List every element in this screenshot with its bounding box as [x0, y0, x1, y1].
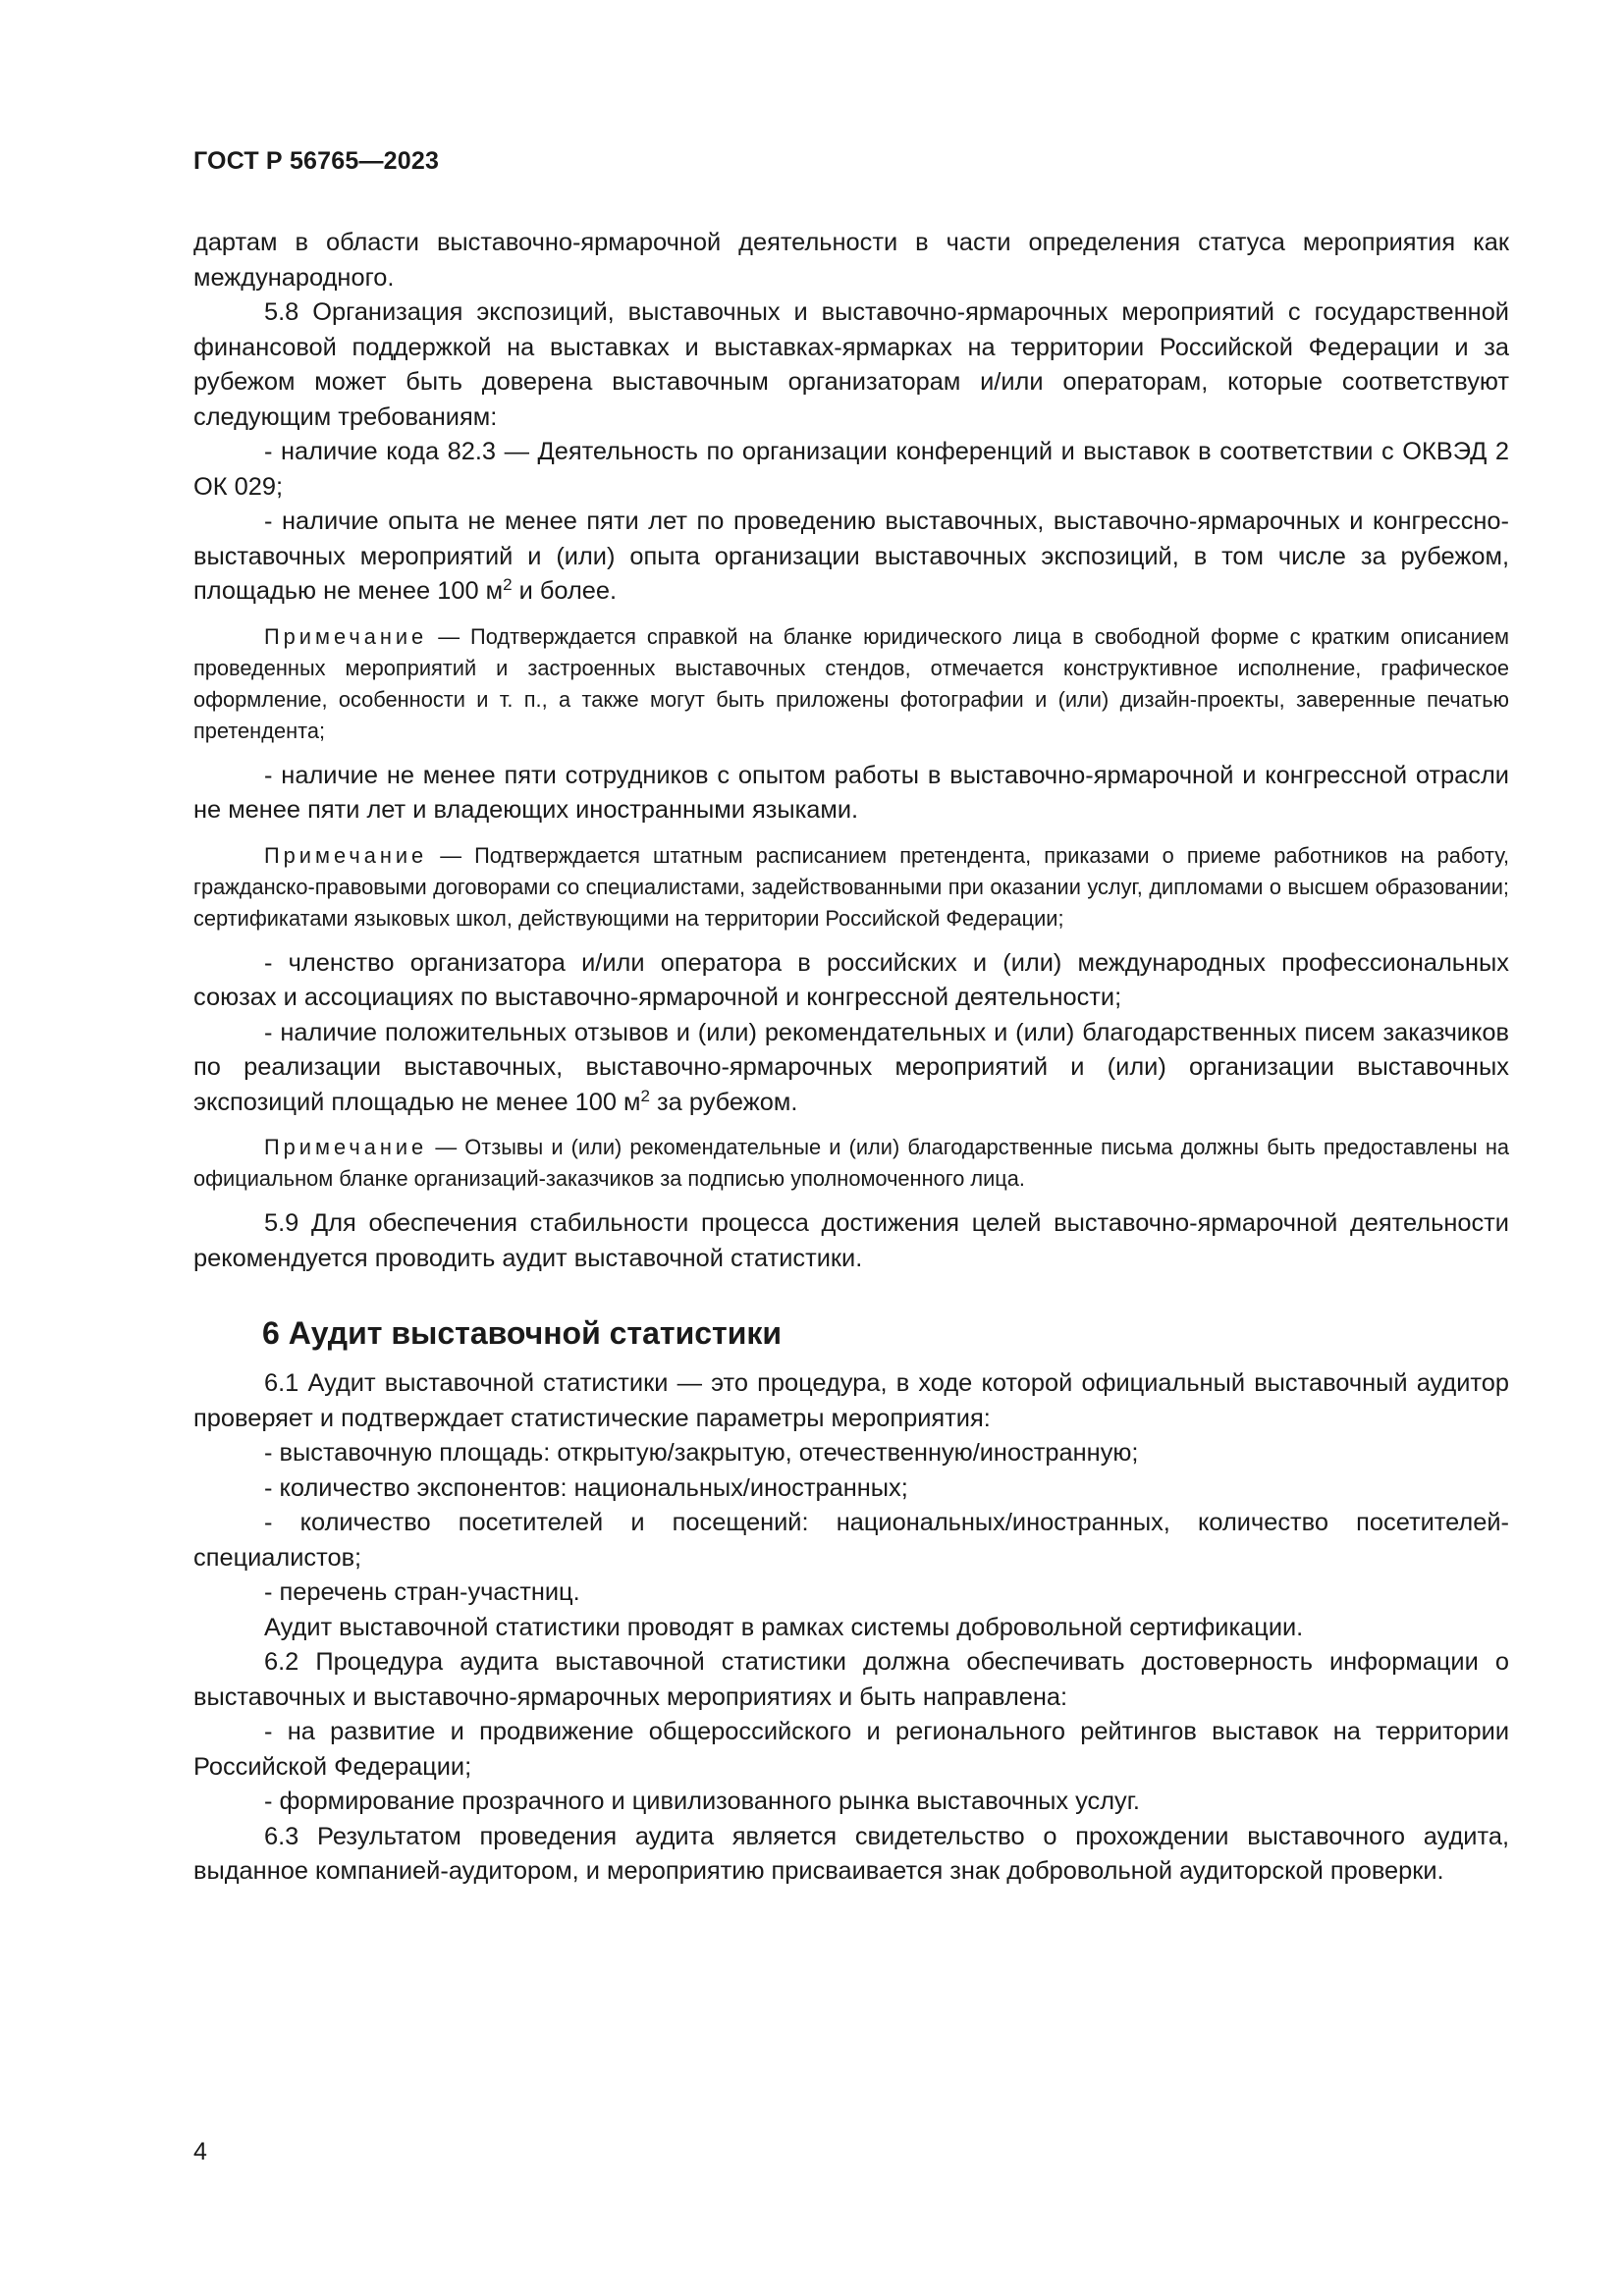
clause-6-1: 6.1 Аудит выставочной статистики — это процедура, в ходе которой официальный выставочный аудитор проверяет и подтверждает статистические параметры мероприятия:: [193, 1369, 1509, 1432]
note-label: Примечание: [264, 842, 428, 868]
note-reviews: [193, 1132, 1509, 1195]
list-item-visitors: - количество посетителей и посещений: национальных/иностранных, количество посетителей-специалистов;: [193, 1509, 1509, 1572]
section-6-heading: 6 Аудит выставочной статистики: [262, 1315, 783, 1351]
requirement-staff: - наличие не менее пяти сотрудников с опытом работы в выставочно-ярмарочной и конгрессной отрасли не менее пяти лет и владеющих иностранными языками.: [193, 761, 1509, 824]
note-label: Примечание: [264, 1135, 428, 1159]
list-item-area: - выставочную площадь: открытую/закрытую, отечественную/иностранную;: [264, 1439, 1139, 1467]
paragraph-continuation: дартам в области выставочно-ярмарочной деятельности в части определения статуса мероприятия как международного.: [193, 229, 1509, 292]
requirement-experience: [193, 505, 1509, 610]
clause-5-8: 5.8 Организация экспозиций, выставочных и выставочно-ярмарочных мероприятий с государственной финансовой поддержкой на выставках и выставках-ярмарках на территории Российской Федерации и за рубежом может быть доверена выставочным организаторам и/или операторам, которые соответствуют следующим требованиям:: [193, 298, 1509, 431]
note-text: — Подтверждается штатным расписанием претендента, приказами о приеме работников на работу, гражданско-правовыми договорами со специалистами, задействованными при оказании услуг, дипломами о высшем образовании; сертификатами языковых школ, действующими на территории Российской Федерации;: [193, 842, 1509, 931]
requirement-experience-text: - наличие опыта не менее пяти лет по проведению выставочных, выставочно-ярмарочных и конгрессно-выставочных мероприятий и (или) опыта организации выставочных экспозиций, в том числе за рубежом, площадью не менее 100 м: [193, 507, 1509, 605]
requirement-reviews: [193, 1016, 1509, 1121]
superscript-2: 2: [640, 1086, 650, 1105]
page-number: 4: [193, 2138, 207, 2165]
superscript-2: 2: [503, 575, 513, 594]
list-item-market: - формирование прозрачного и цивилизованного рынка выставочных услуг.: [264, 1788, 1140, 1815]
note-experience: [193, 621, 1509, 747]
note-text: — Отзывы и (или) рекомендательные и (или) благодарственные письма должны быть предоставлены на официальном бланке организаций-заказчиков за подписью уполномоченного лица.: [193, 1135, 1509, 1191]
note-label: Примечание: [264, 623, 428, 649]
clause-6-3: 6.3 Результатом проведения аудита является свидетельство о прохождении выставочного аудита, выданное компанией-аудитором, и мероприятию присваивается знак добровольной аудиторской проверки.: [193, 1822, 1509, 1885]
document-body: [193, 226, 1509, 1890]
clause-5-9: 5.9 Для обеспечения стабильности процесса достижения целей выставочно-ярмарочной деятельности рекомендуется проводить аудит выставочной статистики.: [193, 1209, 1509, 1272]
requirement-experience-end: и более.: [512, 577, 618, 605]
clause-6-2: 6.2 Процедура аудита выставочной статистики должна обеспечивать достоверность информации о выставочных и выставочно-ярмарочных мероприятиях и быть направлена:: [193, 1648, 1509, 1711]
list-item-exhibitors: - количество экспонентов: национальных/иностранных;: [264, 1473, 908, 1502]
note-staff: [193, 840, 1509, 934]
requirement-reviews-end: за рубежом.: [649, 1088, 798, 1116]
requirement-reviews-text: - наличие положительных отзывов и (или) рекомендательных и (или) благодарственных писем заказчиков по реализации выставочных, выставочно-ярмарочных мероприятий и (или) организации выставочных экспозиций площадью не менее 100 м: [193, 1018, 1509, 1116]
list-item-ratings: - на развитие и продвижение общероссийского и регионального рейтингов выставок на территории Российской Федерации;: [193, 1718, 1509, 1781]
list-item-countries: - перечень стран-участниц.: [264, 1578, 580, 1606]
document-code-header: ГОСТ Р 56765—2023: [193, 147, 440, 175]
requirement-okved: - наличие кода 82.3 — Деятельность по организации конференций и выставок в соответствии с ОКВЭД 2 ОК 029;: [193, 438, 1509, 501]
note-text: — Подтверждается справкой на бланке юридического лица в свободной форме с кратким описанием проведенных мероприятий и застроенных выставочных стендов, отмечается конструктивное исполнение, графическое оформление, особенности и т. п., а также могут быть приложены фотографии и (или) дизайн-проекты, заверенные печатью претендента;: [193, 623, 1509, 743]
requirement-membership: - членство организатора и/или оператора в российских и (или) международных профессиональных союзах и ассоциациях по выставочно-ярмарочной и конгрессной деятельности;: [193, 948, 1509, 1011]
audit-certification-text: Аудит выставочной статистики проводят в рамках системы добровольной сертификации.: [264, 1613, 1304, 1641]
